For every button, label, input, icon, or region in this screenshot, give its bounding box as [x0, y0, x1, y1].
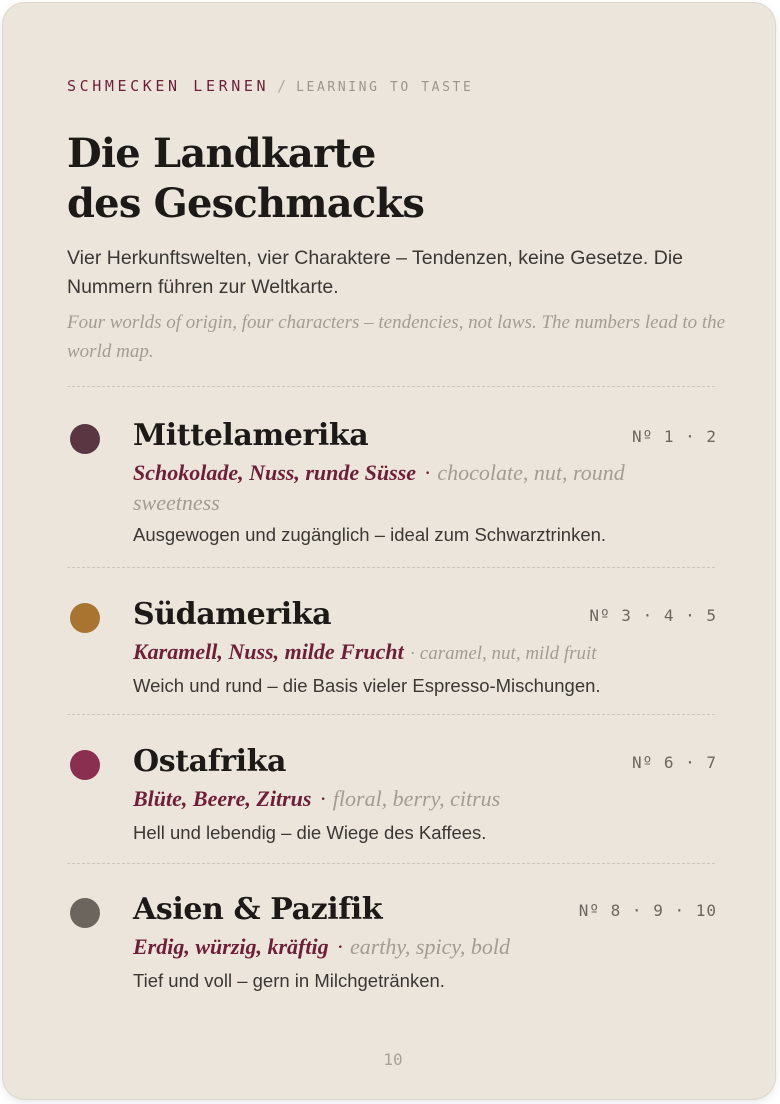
- page-title: [67, 129, 424, 229]
- flavor-en: earthy, spicy, bold: [349, 934, 511, 959]
- region-color-dot: [70, 603, 100, 633]
- region-description: Tief und voll – gern in Milchgetränken.: [133, 970, 445, 991]
- page-card: [3, 3, 775, 1099]
- flavor-en: chocolate, nut, round sweetness: [133, 460, 625, 515]
- flavor-separator: ·: [336, 934, 344, 959]
- flavor-de: Schokolade, Nuss, runde Süsse: [133, 460, 417, 485]
- flavor-separator: ·: [424, 460, 432, 485]
- region-color-dot: [70, 898, 100, 928]
- flavor-de: Blüte, Beere, Zitrus: [133, 786, 312, 811]
- intro-german: Vier Herkunftswelten, vier Charaktere – Tendenzen, keine Gesetze. Die Nummern führen zur Weltkarte.: [67, 247, 684, 298]
- region-description: Ausgewogen und zugänglich – ideal zum Schwarztrinken.: [133, 524, 607, 545]
- map-numbers: Nº 8 · 9 · 10: [578, 901, 717, 920]
- kicker-en: LEARNING TO TASTE: [296, 80, 474, 95]
- region-description: Weich und rund – die Basis vieler Espresso-Mischungen.: [133, 675, 601, 696]
- flavor-en: floral, berry, citrus: [332, 786, 501, 811]
- flavor-separator: ·: [319, 786, 327, 811]
- divider: [67, 863, 715, 864]
- title-line-2: des Geschmacks: [67, 180, 425, 227]
- flavor-notes: [133, 932, 713, 962]
- flavor-de: Karamell, Nuss, milde Frucht: [133, 639, 404, 664]
- map-numbers: Nº 3 · 4 · 5: [589, 606, 717, 625]
- region-name: Asien & Pazifik: [133, 892, 383, 927]
- map-numbers: Nº 1 · 2: [631, 427, 717, 446]
- region-color-dot: [70, 750, 100, 780]
- kicker: [67, 77, 473, 95]
- flavor-en: caramel, nut, mild fruit: [419, 643, 597, 664]
- flavor-notes: [133, 637, 713, 669]
- divider: [67, 567, 715, 568]
- kicker-separator: /: [277, 77, 287, 95]
- region-description: Hell und lebendig – die Wiege des Kaffees.: [133, 822, 487, 843]
- flavor-notes: [133, 458, 713, 518]
- page-number: 10: [383, 1050, 403, 1069]
- divider: [67, 386, 715, 387]
- region-name: Mittelamerika: [133, 418, 369, 453]
- region-name: Südamerika: [133, 597, 332, 632]
- divider: [67, 714, 715, 715]
- region-name: Ostafrika: [133, 744, 287, 779]
- region-color-dot: [70, 424, 100, 454]
- flavor-de: Erdig, würzig, kräftig: [133, 934, 329, 959]
- flavor-separator: ·: [409, 643, 416, 663]
- flavor-notes: [133, 784, 713, 814]
- intro-english: Four worlds of origin, four characters – tendencies, not laws. The numbers lead to the world map.: [67, 312, 726, 362]
- title-line-1: Die Landkarte: [67, 130, 376, 177]
- map-numbers: Nº 6 · 7: [631, 753, 717, 772]
- kicker-de: SCHMECKEN LERNEN: [67, 77, 270, 95]
